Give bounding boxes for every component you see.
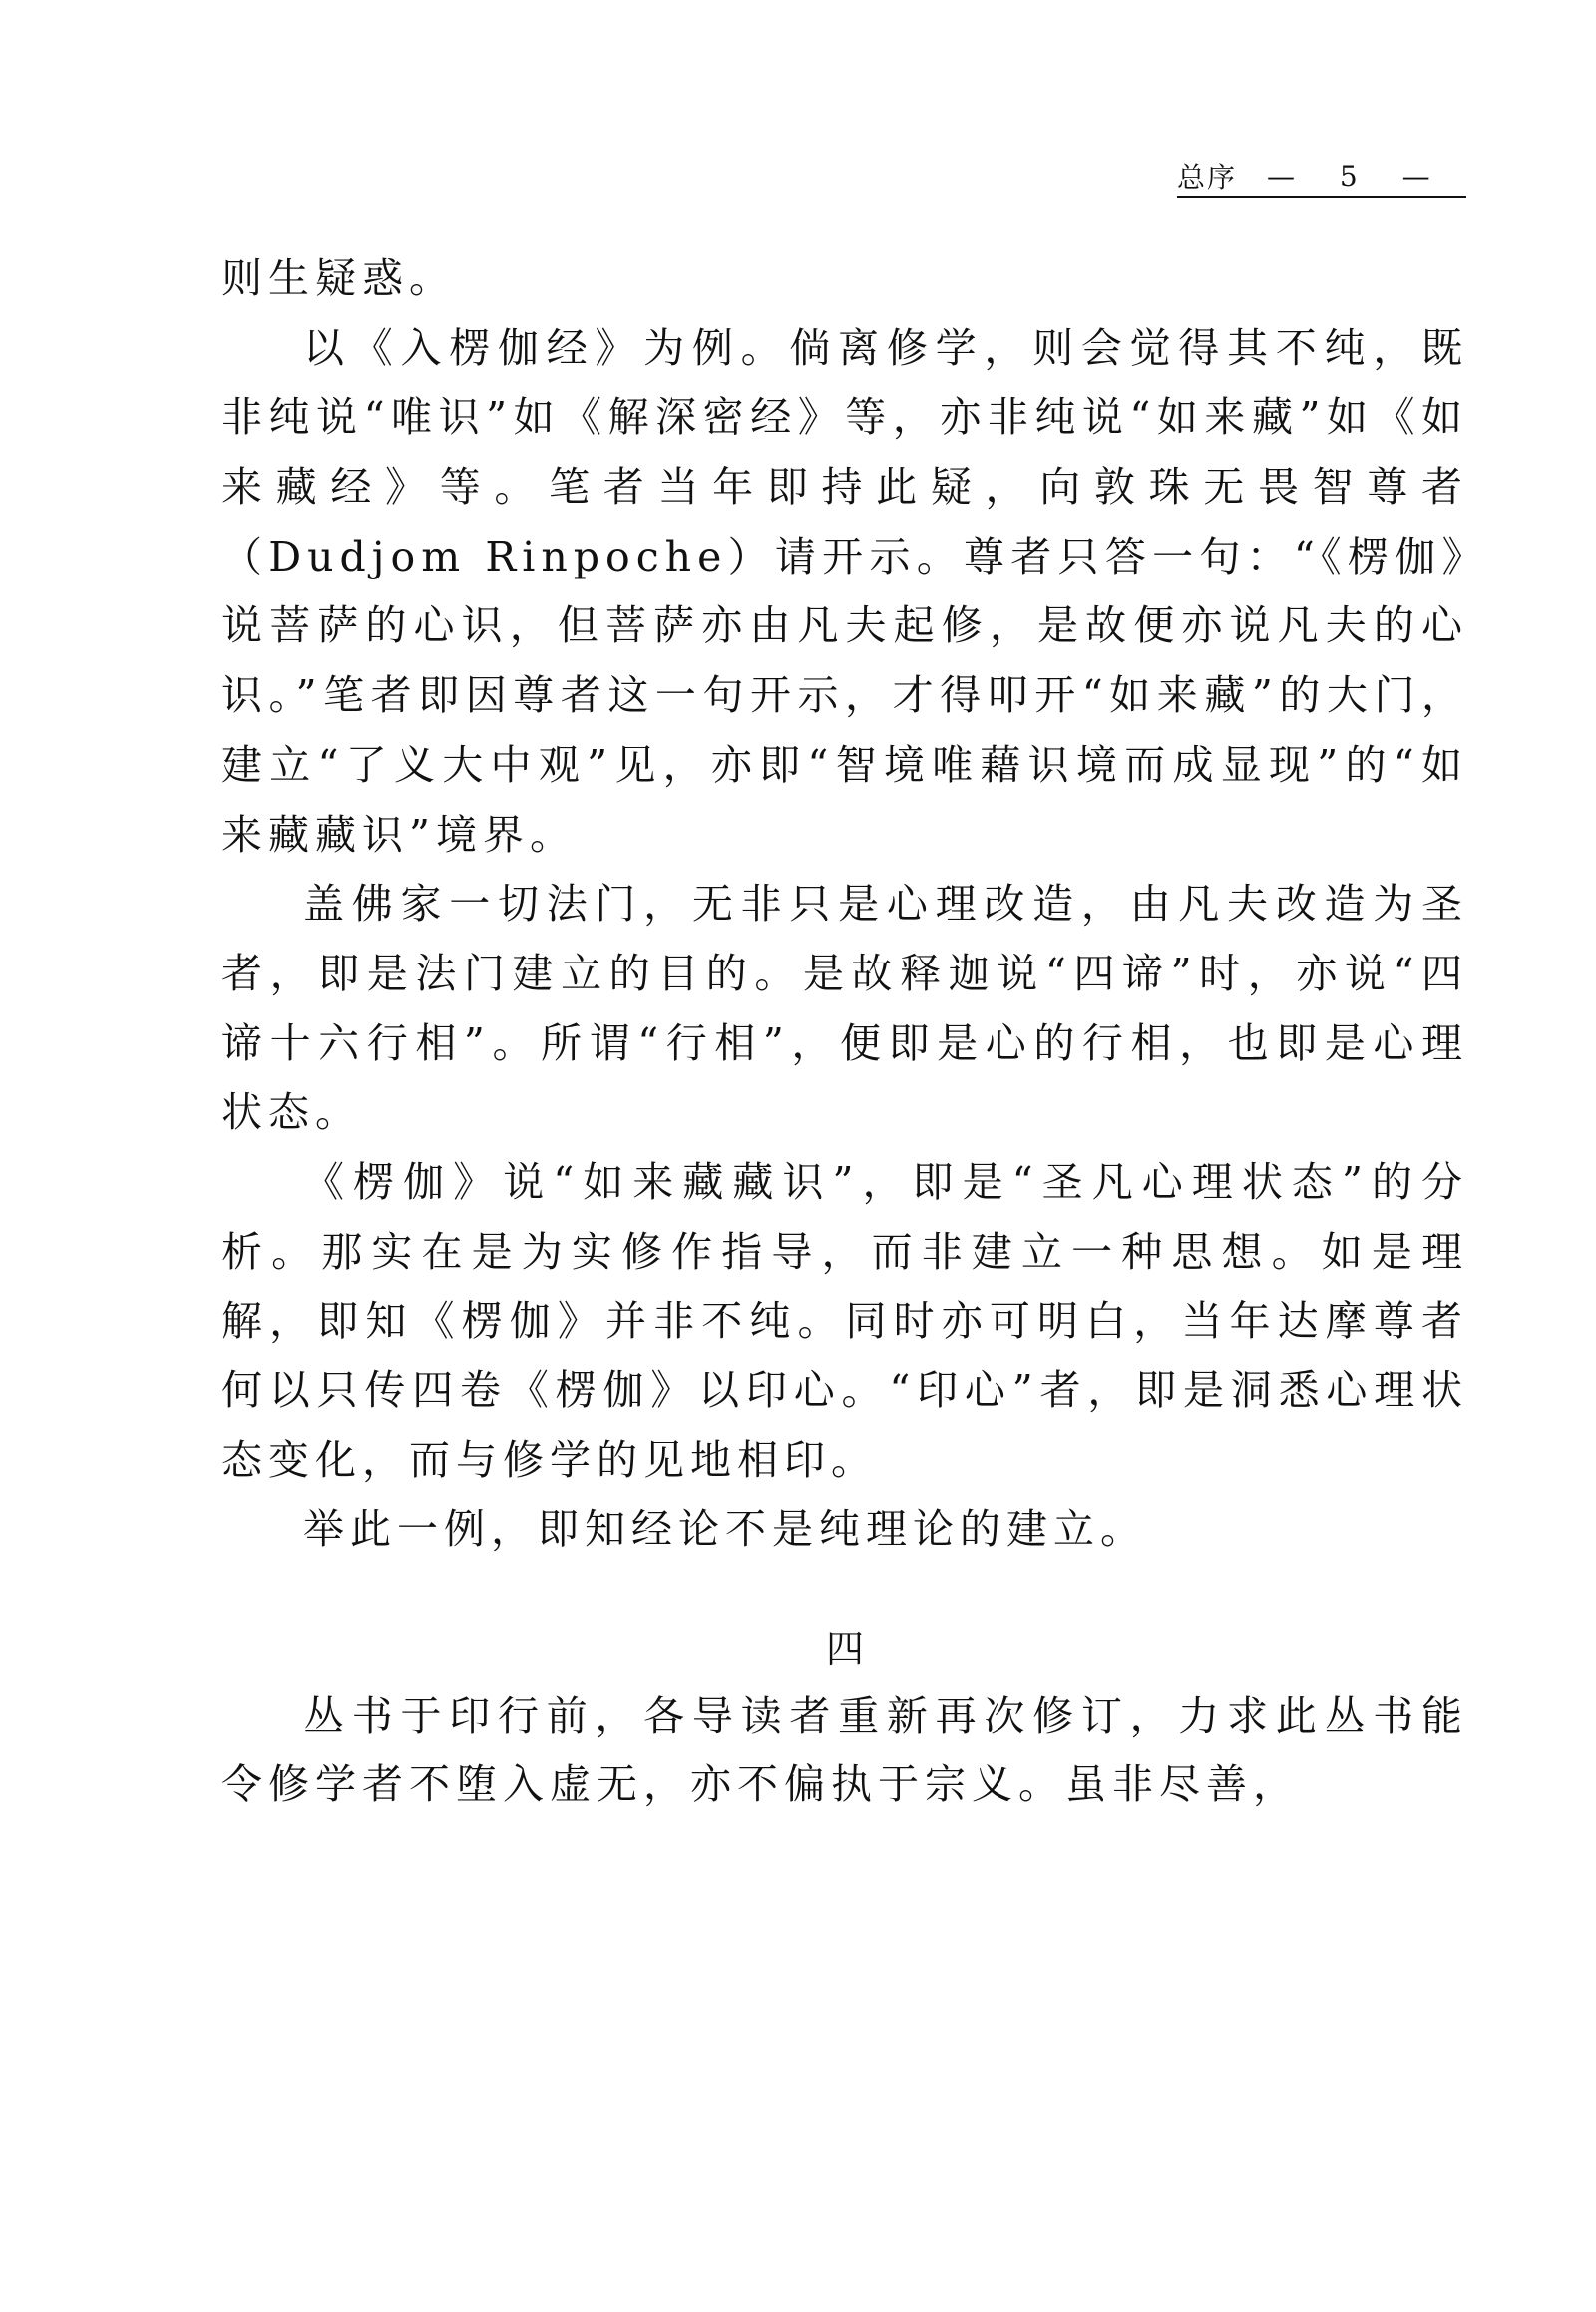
paragraph-conclusion: 举此一例，即知经论不是纯理论的建立。 (303, 1505, 1147, 1554)
section-heading: 四 (825, 1627, 864, 1672)
running-head (1177, 155, 1466, 198)
paragraph-continuation: 则生疑惑。 (221, 254, 456, 302)
body-text (221, 244, 1468, 1820)
running-head-title: 总序 (1177, 161, 1238, 193)
page-number: — 5 — (1267, 159, 1448, 193)
paragraph-mental-states: 《楞伽》说“如来藏藏识”，即是“圣凡心理状态”的分析。那实在是为实修作指导，而非建立一种思想。如是理解，即知《楞伽》并非不纯。同时亦可明白，当年达摩尊者何以只传四卷《楞伽》以印心。“印心”者，即是洞悉心理状态变化，而与修学的见地相印。 (221, 1157, 1468, 1484)
paragraph-lankavatara-example: 以《入楞伽经》为例。倘离修学，则会觉得其不纯，既非纯说“唯识”如《解深密经》等，亦非纯说“如来藏”如《如来藏经》等。笔者当年即持此疑，向敦珠无畏智尊者（Dudjom Rinpoche）请开示。尊者只答一句：“《楞伽》说菩萨的心识，但菩萨亦由凡夫起修，是故便亦说凡夫的心识。”笔者即因尊者这一句开示，才得叩开“如来藏”的大门，建立“了义大中观”见，亦即“智境唯藉识境而成显现”的“如来藏藏识”境界。 (221, 323, 1468, 859)
paragraph-mind-transformation: 盖佛家一切法门，无非只是心理改造，由凡夫改造为圣者，即是法门建立的目的。是故释迦说“四谛”时，亦说“四谛十六行相”。所谓“行相”，便即是心的行相，也即是心理状态。 (221, 880, 1468, 1137)
paragraph-series-revision: 丛书于印行前，各导读者重新再次修订，力求此丛书能令修学者不堕入虚无，亦不偏执于宗义。虽非尽善， (221, 1691, 1468, 1809)
